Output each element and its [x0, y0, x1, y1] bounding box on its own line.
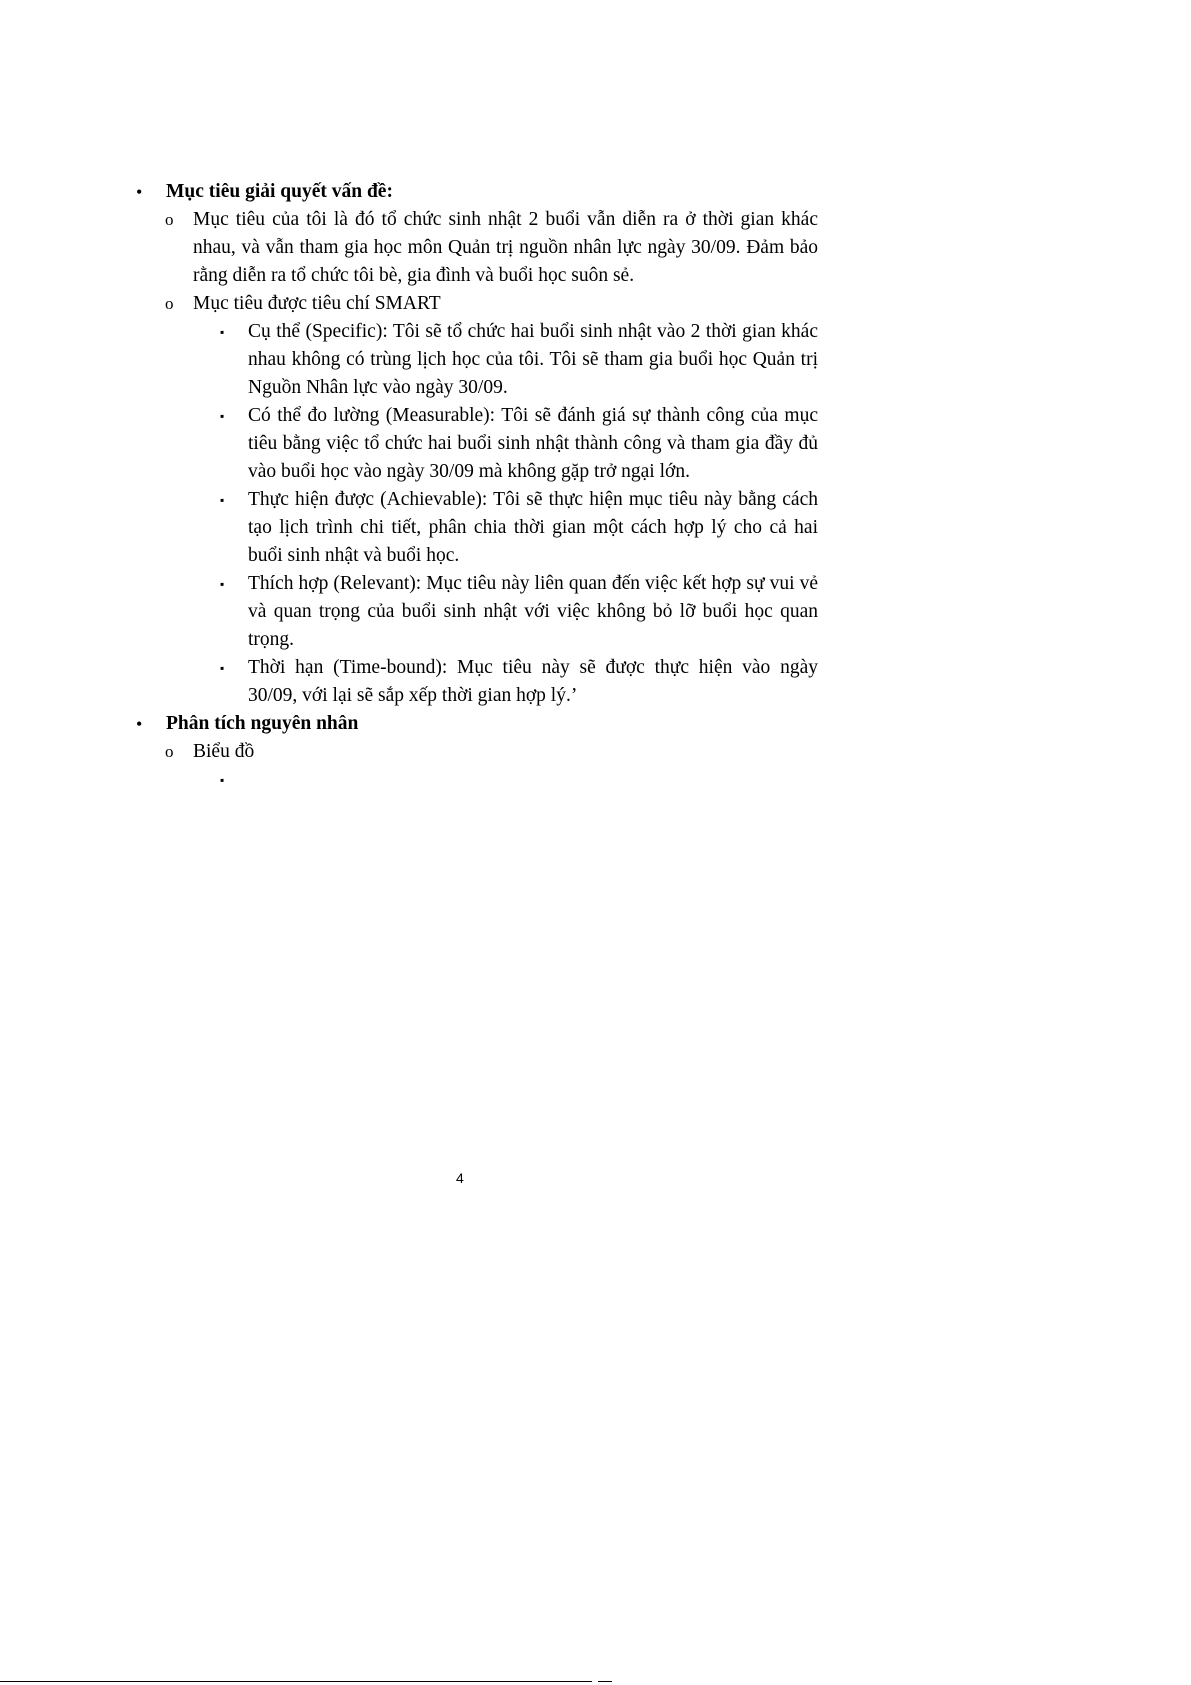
footer-rule-segment	[598, 1681, 612, 1682]
page-number: 4	[456, 1170, 464, 1186]
square-bullet-icon: ▪	[220, 493, 225, 507]
disc-bullet-icon: •	[136, 714, 143, 734]
empty-list-item	[220, 766, 818, 794]
smart-item-specific	[220, 318, 818, 402]
smart-item-measurable	[220, 402, 818, 486]
objective-paragraph: Mục tiêu của tôi là đó tổ chức sinh nhật 2 buổi vẫn diễn ra ở thời gian khác nhau, và vẫn tham gia học môn Quản trị nguồn nhân lực ngày 30/09. Đảm bảo rằng diễn ra tổ chức tôi bè, gia đình và buổi học suôn sẻ.	[193, 209, 818, 286]
footer-rule	[0, 1681, 592, 1682]
disc-bullet-icon: •	[136, 182, 143, 202]
document-body	[138, 178, 818, 794]
smart-item-achievable	[220, 486, 818, 570]
section-objectives	[138, 178, 818, 206]
section-cause-analysis	[138, 710, 818, 738]
smart-item-text: Cụ thể (Specific): Tôi sẽ tổ chức hai buổi sinh nhật vào 2 thời gian khác nhau không có trùng lịch học của tôi. Tôi sẽ tham gia buổi học Quản trị Nguồn Nhân lực vào ngày 30/09.	[248, 321, 818, 398]
smart-heading: Mục tiêu được tiêu chí SMART	[193, 293, 441, 314]
list-item	[165, 290, 818, 318]
chart-heading: Biểu đồ	[193, 741, 255, 762]
section-heading: Mục tiêu giải quyết vấn đề:	[166, 181, 393, 202]
square-bullet-icon: ▪	[220, 661, 225, 675]
list-item	[165, 206, 818, 290]
square-bullet-icon: ▪	[220, 409, 225, 423]
smart-item-text: Thực hiện được (Achievable): Tôi sẽ thực hiện mục tiêu này bằng cách tạo lịch trình chi tiết, phân chia thời gian một cách hợp lý cho cả hai buổi sinh nhật và buổi học.	[248, 489, 818, 566]
list-item	[165, 738, 818, 766]
square-bullet-icon: ▪	[220, 773, 225, 787]
empty-item-text	[248, 766, 818, 794]
section-heading: Phân tích nguyên nhân	[166, 713, 359, 734]
circle-bullet-icon: o	[165, 742, 174, 761]
smart-item-text: Thời hạn (Time-bound): Mục tiêu này sẽ được thực hiện vào ngày 30/09, với lại sẽ sắp xếp thời gian hợp lý.’	[248, 657, 818, 706]
circle-bullet-icon: o	[165, 294, 174, 313]
circle-bullet-icon: o	[165, 210, 174, 229]
smart-item-text: Thích hợp (Relevant): Mục tiêu này liên quan đến việc kết hợp sự vui vẻ và quan trọng của buổi sinh nhật với việc không bỏ lỡ buổi học quan trọng.	[248, 573, 818, 650]
smart-item-time-bound	[220, 654, 818, 710]
smart-item-text: Có thể đo lường (Measurable): Tôi sẽ đánh giá sự thành công của mục tiêu bằng việc tổ chức hai buổi sinh nhật thành công và tham gia đầy đủ vào buổi học vào ngày 30/09 mà không gặp trở ngại lớn.	[248, 405, 818, 482]
smart-item-relevant	[220, 570, 818, 654]
square-bullet-icon: ▪	[220, 325, 225, 339]
square-bullet-icon: ▪	[220, 577, 225, 591]
